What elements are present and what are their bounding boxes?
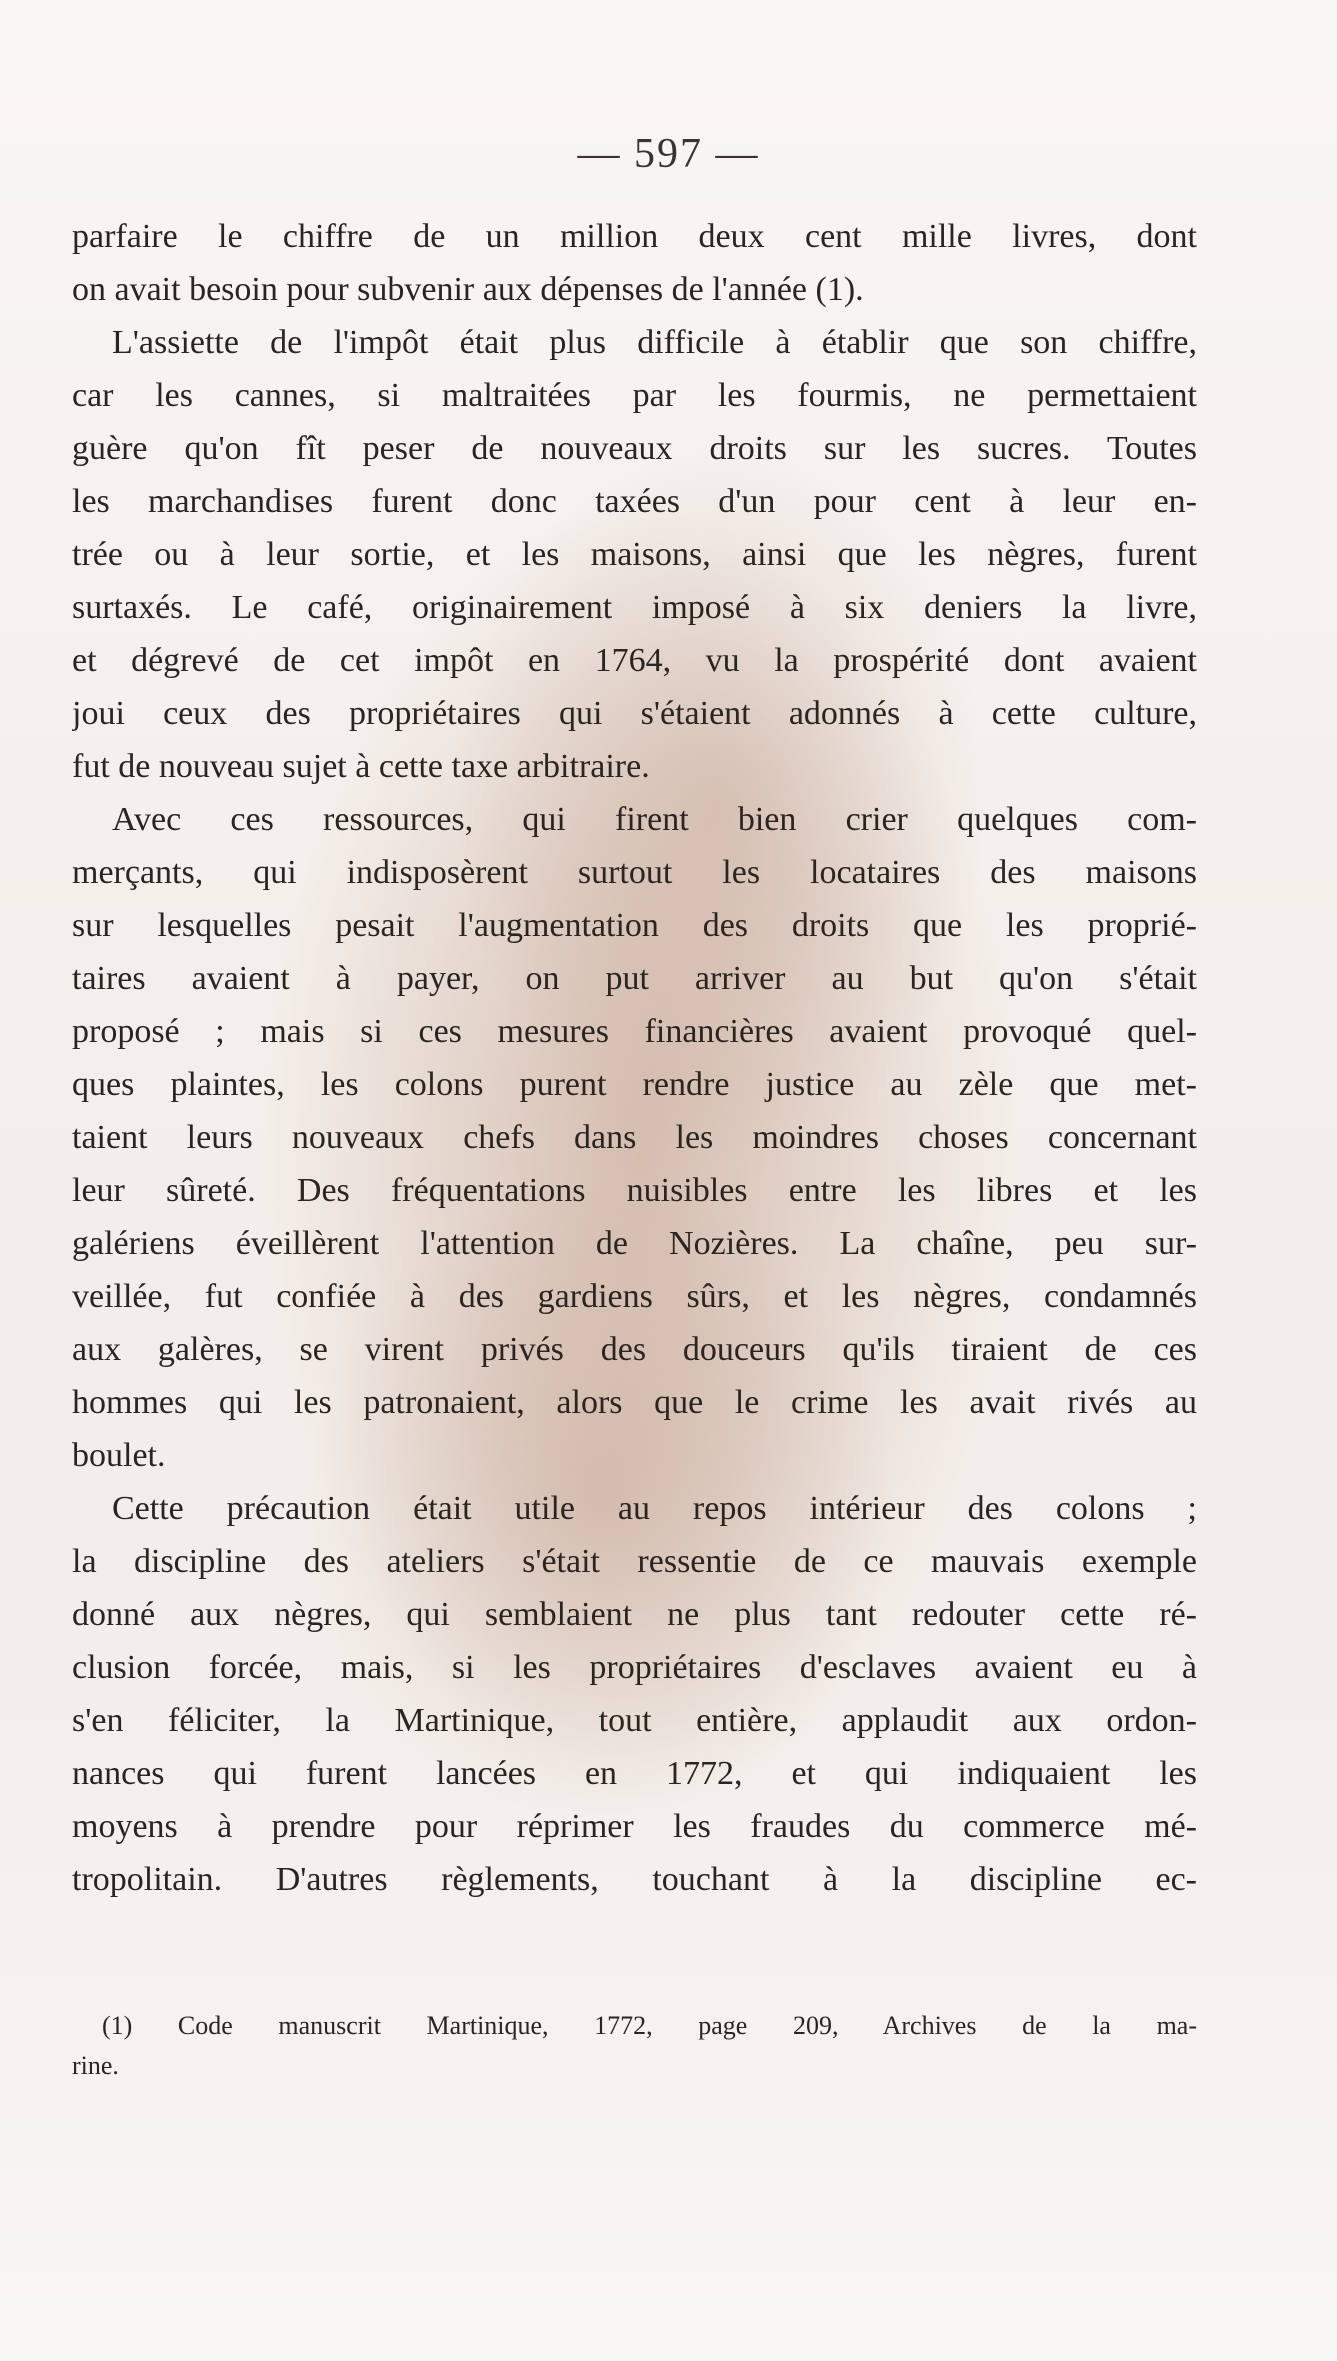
footnote-line: (1) Code manuscrit Martinique, 1772, page 209, Archives de la ma- [102,2011,1197,2040]
text-line: taires avaient à payer, on put arriver au but qu'on s'était [72,960,1197,997]
text-line: taient leurs nouveaux chefs dans les moindres choses concernant [72,1119,1197,1156]
text-line: nances qui furent lancées en 1772, et qui indiquaient les [72,1755,1197,1792]
text-line: Avec ces ressources, qui firent bien crier quelques com- [112,801,1197,838]
text-line: Cette précaution était utile au repos intérieur des colons ; [112,1490,1197,1527]
text-line: proposé ; mais si ces mesures financières avaient provoqué quel- [72,1013,1197,1050]
text-line: car les cannes, si maltraitées par les fourmis, ne permettaient [72,377,1197,414]
footnote [72,2006,1197,2086]
text-line: la discipline des ateliers s'était ressentie de ce mauvais exemple [72,1543,1197,1580]
text-line: boulet. [72,1437,166,1474]
text-line: hommes qui les patronaient, alors que le crime les avait rivés au [72,1384,1197,1421]
text-line: moyens à prendre pour réprimer les fraudes du commerce mé- [72,1808,1197,1845]
text-line: tropolitain. D'autres règlements, touchant à la discipline ec- [72,1861,1197,1898]
text-line: sur lesquelles pesait l'augmentation des droits que les proprié- [72,907,1197,944]
text-line: leur sûreté. Des fréquentations nuisibles entre les libres et les [72,1172,1197,1209]
text-line: ques plaintes, les colons purent rendre justice au zèle que met- [72,1066,1197,1103]
text-line: on avait besoin pour subvenir aux dépenses de l'année (1). [72,271,864,308]
text-line: fut de nouveau sujet à cette taxe arbitraire. [72,748,650,785]
text-line: les marchandises furent donc taxées d'un pour cent à leur en- [72,483,1197,520]
body-text [72,210,1197,1906]
text-line: donné aux nègres, qui semblaient ne plus tant redouter cette ré- [72,1596,1197,1633]
text-line: s'en féliciter, la Martinique, tout entière, applaudit aux ordon- [72,1702,1197,1739]
text-line: joui ceux des propriétaires qui s'étaient adonnés à cette culture, [72,695,1197,732]
footnote-line: rine. [72,2051,119,2080]
text-line: clusion forcée, mais, si les propriétaires d'esclaves avaient eu à [72,1649,1197,1686]
page-number: — 597 — [577,131,760,177]
text-line: merçants, qui indisposèrent surtout les locataires des maisons [72,854,1197,891]
text-line: aux galères, se virent privés des douceurs qu'ils tiraient de ces [72,1331,1197,1368]
text-line: veillée, fut confiée à des gardiens sûrs, et les nègres, condamnés [72,1278,1197,1315]
text-line: et dégrevé de cet impôt en 1764, vu la prospérité dont avaient [72,642,1197,679]
text-line: parfaire le chiffre de un million deux cent mille livres, dont [72,218,1197,255]
text-line: galériens éveillèrent l'attention de Nozières. La chaîne, peu sur- [72,1225,1197,1262]
text-line: L'assiette de l'impôt était plus difficile à établir que son chiffre, [112,324,1197,361]
text-line: trée ou à leur sortie, et les maisons, ainsi que les nègres, furent [72,536,1197,573]
text-line: surtaxés. Le café, originairement imposé à six deniers la livre, [72,589,1197,626]
text-line: guère qu'on fît peser de nouveaux droits sur les sucres. Toutes [72,430,1197,467]
